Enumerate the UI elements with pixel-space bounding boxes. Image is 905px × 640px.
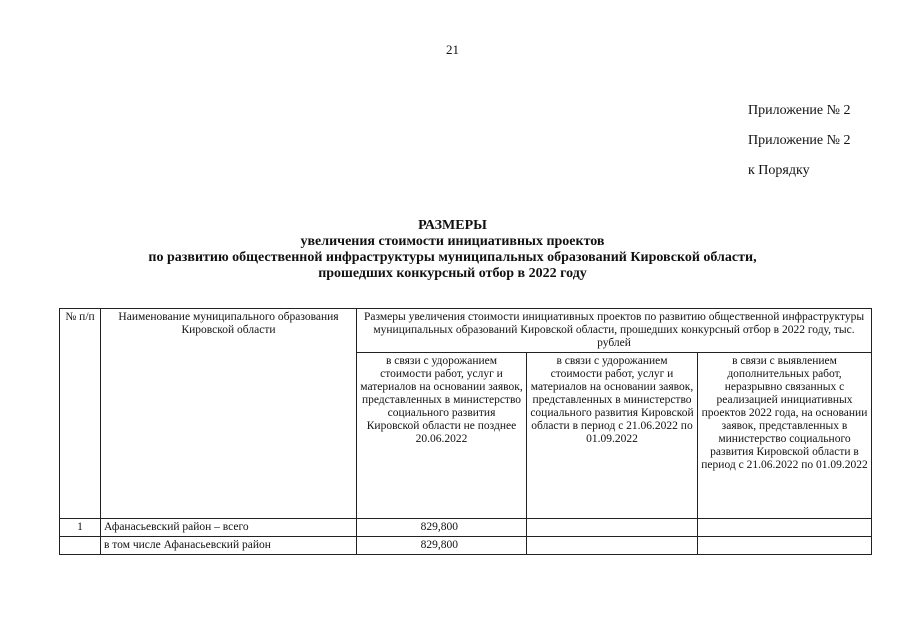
row-value-2 [527,537,698,555]
title-line-1: увеличения стоимости инициативных проектов [300,234,605,249]
title-heading: РАЗМЕРЫ [418,218,487,233]
data-table [59,308,872,555]
row-name: Афанасьевский район – всего [101,519,357,537]
appendix-line-3: к Порядку [748,163,810,178]
header-group: Размеры увеличения стоимости инициативных проектов по развитию общественной инфраструктуры муниципальных образований Кировской области, прошедших конкурсный отбор в 2022 году, тыс. рублей [357,309,872,353]
table-row [60,537,872,555]
header-name: Наименование муниципального образования Кировской области [101,309,357,519]
table-header-row [60,309,872,353]
row-value-1: 829,800 [357,519,527,537]
row-value-3 [698,519,872,537]
header-sub-2: в связи с удорожанием стоимости работ, услуг и материалов на основании заявок, представленных в министерство социального развития Кировской области в период с 21.06.2022 по 01.09.2022 [527,353,698,519]
header-sub-1: в связи с удорожанием стоимости работ, услуг и материалов на основании заявок, представленных в министерство социального развития Кировской области не позднее 20.06.2022 [357,353,527,519]
row-num: 1 [60,519,101,537]
row-value-1: 829,800 [357,537,527,555]
header-sub-3: в связи с выявлением дополнительных работ, неразрывно связанных с реализацией инициативных проектов 2022 года, на основании заявок, представленных в министерство социального развития Кировской области в период с 21.06.2022 по 01.09.2022 [698,353,872,519]
table-row [60,519,872,537]
row-value-3 [698,537,872,555]
row-num [60,537,101,555]
appendix-block [748,96,851,186]
appendix-line-2: Приложение № 2 [748,133,851,148]
row-name: в том числе Афанасьевский район [101,537,357,555]
title-line-2: по развитию общественной инфраструктуры муниципальных образований Кировской области, [148,250,757,265]
appendix-line-1: Приложение № 2 [748,103,851,118]
page-number: 21 [446,42,459,57]
title-line-3: прошедших конкурсный отбор в 2022 году [318,266,587,281]
row-value-2 [527,519,698,537]
document-title [0,218,905,282]
header-num: № п/п [60,309,101,519]
